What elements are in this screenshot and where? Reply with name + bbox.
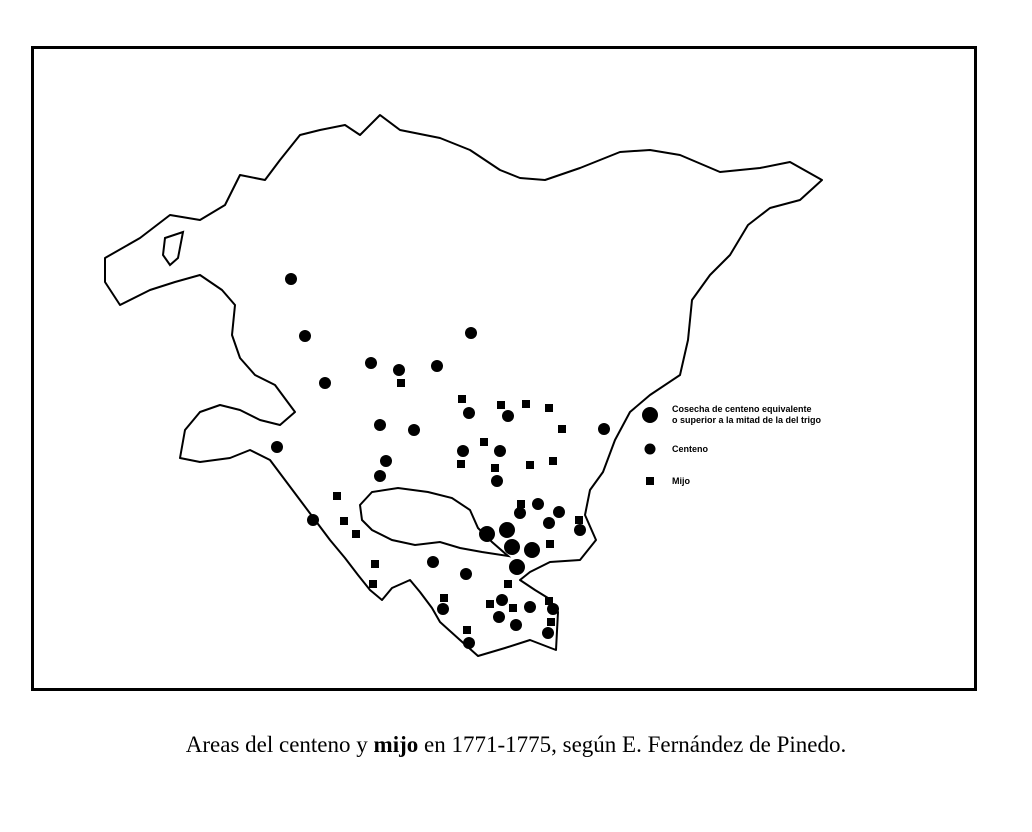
circle-icon	[491, 475, 503, 487]
circle-icon	[514, 507, 526, 519]
square-icon	[545, 404, 553, 412]
enclave-outline	[360, 488, 508, 556]
legend-circle-icon	[645, 444, 656, 455]
square-icon	[545, 597, 553, 605]
circle-icon	[457, 445, 469, 457]
square-icon	[440, 594, 448, 602]
square-icon	[457, 460, 465, 468]
square-icon	[352, 530, 360, 538]
circle-icon	[307, 514, 319, 526]
legend-square-label: Mijo	[672, 476, 690, 486]
island-outline	[163, 232, 183, 265]
caption-part2: en 1771-1775, según E. Fernández de Pinedo.	[418, 732, 847, 757]
square-icon	[491, 464, 499, 472]
circle-icon	[374, 470, 386, 482]
circle-icon	[493, 611, 505, 623]
square-icon	[463, 626, 471, 634]
large-circles	[479, 407, 658, 575]
circle-icon	[408, 424, 420, 436]
circle-icon	[374, 419, 386, 431]
square-icon	[504, 580, 512, 588]
square-icon	[397, 379, 405, 387]
circle-icon	[502, 410, 514, 422]
square-icon	[517, 500, 525, 508]
squares	[333, 379, 654, 634]
square-icon	[546, 540, 554, 548]
square-icon	[575, 516, 583, 524]
circle-icon	[393, 364, 405, 376]
square-icon	[547, 618, 555, 626]
circle-icon	[553, 506, 565, 518]
circle-icon	[365, 357, 377, 369]
circle-icon	[460, 568, 472, 580]
large-circle-icon	[504, 539, 520, 555]
legend-square-icon	[646, 477, 654, 485]
large-circle-icon	[509, 559, 525, 575]
caption-part1: Areas del centeno y	[185, 732, 374, 757]
square-icon	[549, 457, 557, 465]
circle-icon	[574, 524, 586, 536]
square-icon	[480, 438, 488, 446]
square-icon	[526, 461, 534, 469]
circle-icon	[598, 423, 610, 435]
circle-icon	[427, 556, 439, 568]
circle-icon	[299, 330, 311, 342]
circle-icon	[437, 603, 449, 615]
large-circle-icon	[479, 526, 495, 542]
circle-icon	[319, 377, 331, 389]
square-icon	[509, 604, 517, 612]
circle-icon	[543, 517, 555, 529]
square-icon	[333, 492, 341, 500]
circle-icon	[431, 360, 443, 372]
square-icon	[486, 600, 494, 608]
square-icon	[371, 560, 379, 568]
legend-large-label-line1: Cosecha de centeno equivalente	[672, 404, 812, 414]
circle-icon	[496, 594, 508, 606]
legend-medium-label: Centeno	[672, 444, 708, 454]
circle-icon	[463, 637, 475, 649]
circle-icon	[465, 327, 477, 339]
circle-icon	[524, 601, 536, 613]
square-icon	[558, 425, 566, 433]
circle-icon	[542, 627, 554, 639]
circle-icon	[285, 273, 297, 285]
circle-icon	[494, 445, 506, 457]
square-icon	[497, 401, 505, 409]
square-icon	[458, 395, 466, 403]
large-circle-icon	[524, 542, 540, 558]
caption-bold: mijo	[373, 732, 419, 757]
square-icon	[369, 580, 377, 588]
legend-large-label-line2: o superior a la mitad de la del trigo	[672, 415, 822, 425]
legend-large-circle-icon	[642, 407, 658, 423]
square-icon	[522, 400, 530, 408]
large-circle-icon	[499, 522, 515, 538]
circle-icon	[510, 619, 522, 631]
circle-icon	[271, 441, 283, 453]
circle-icon	[532, 498, 544, 510]
square-icon	[340, 517, 348, 525]
circle-icon	[463, 407, 475, 419]
map-caption	[0, 732, 1032, 758]
circle-icon	[380, 455, 392, 467]
